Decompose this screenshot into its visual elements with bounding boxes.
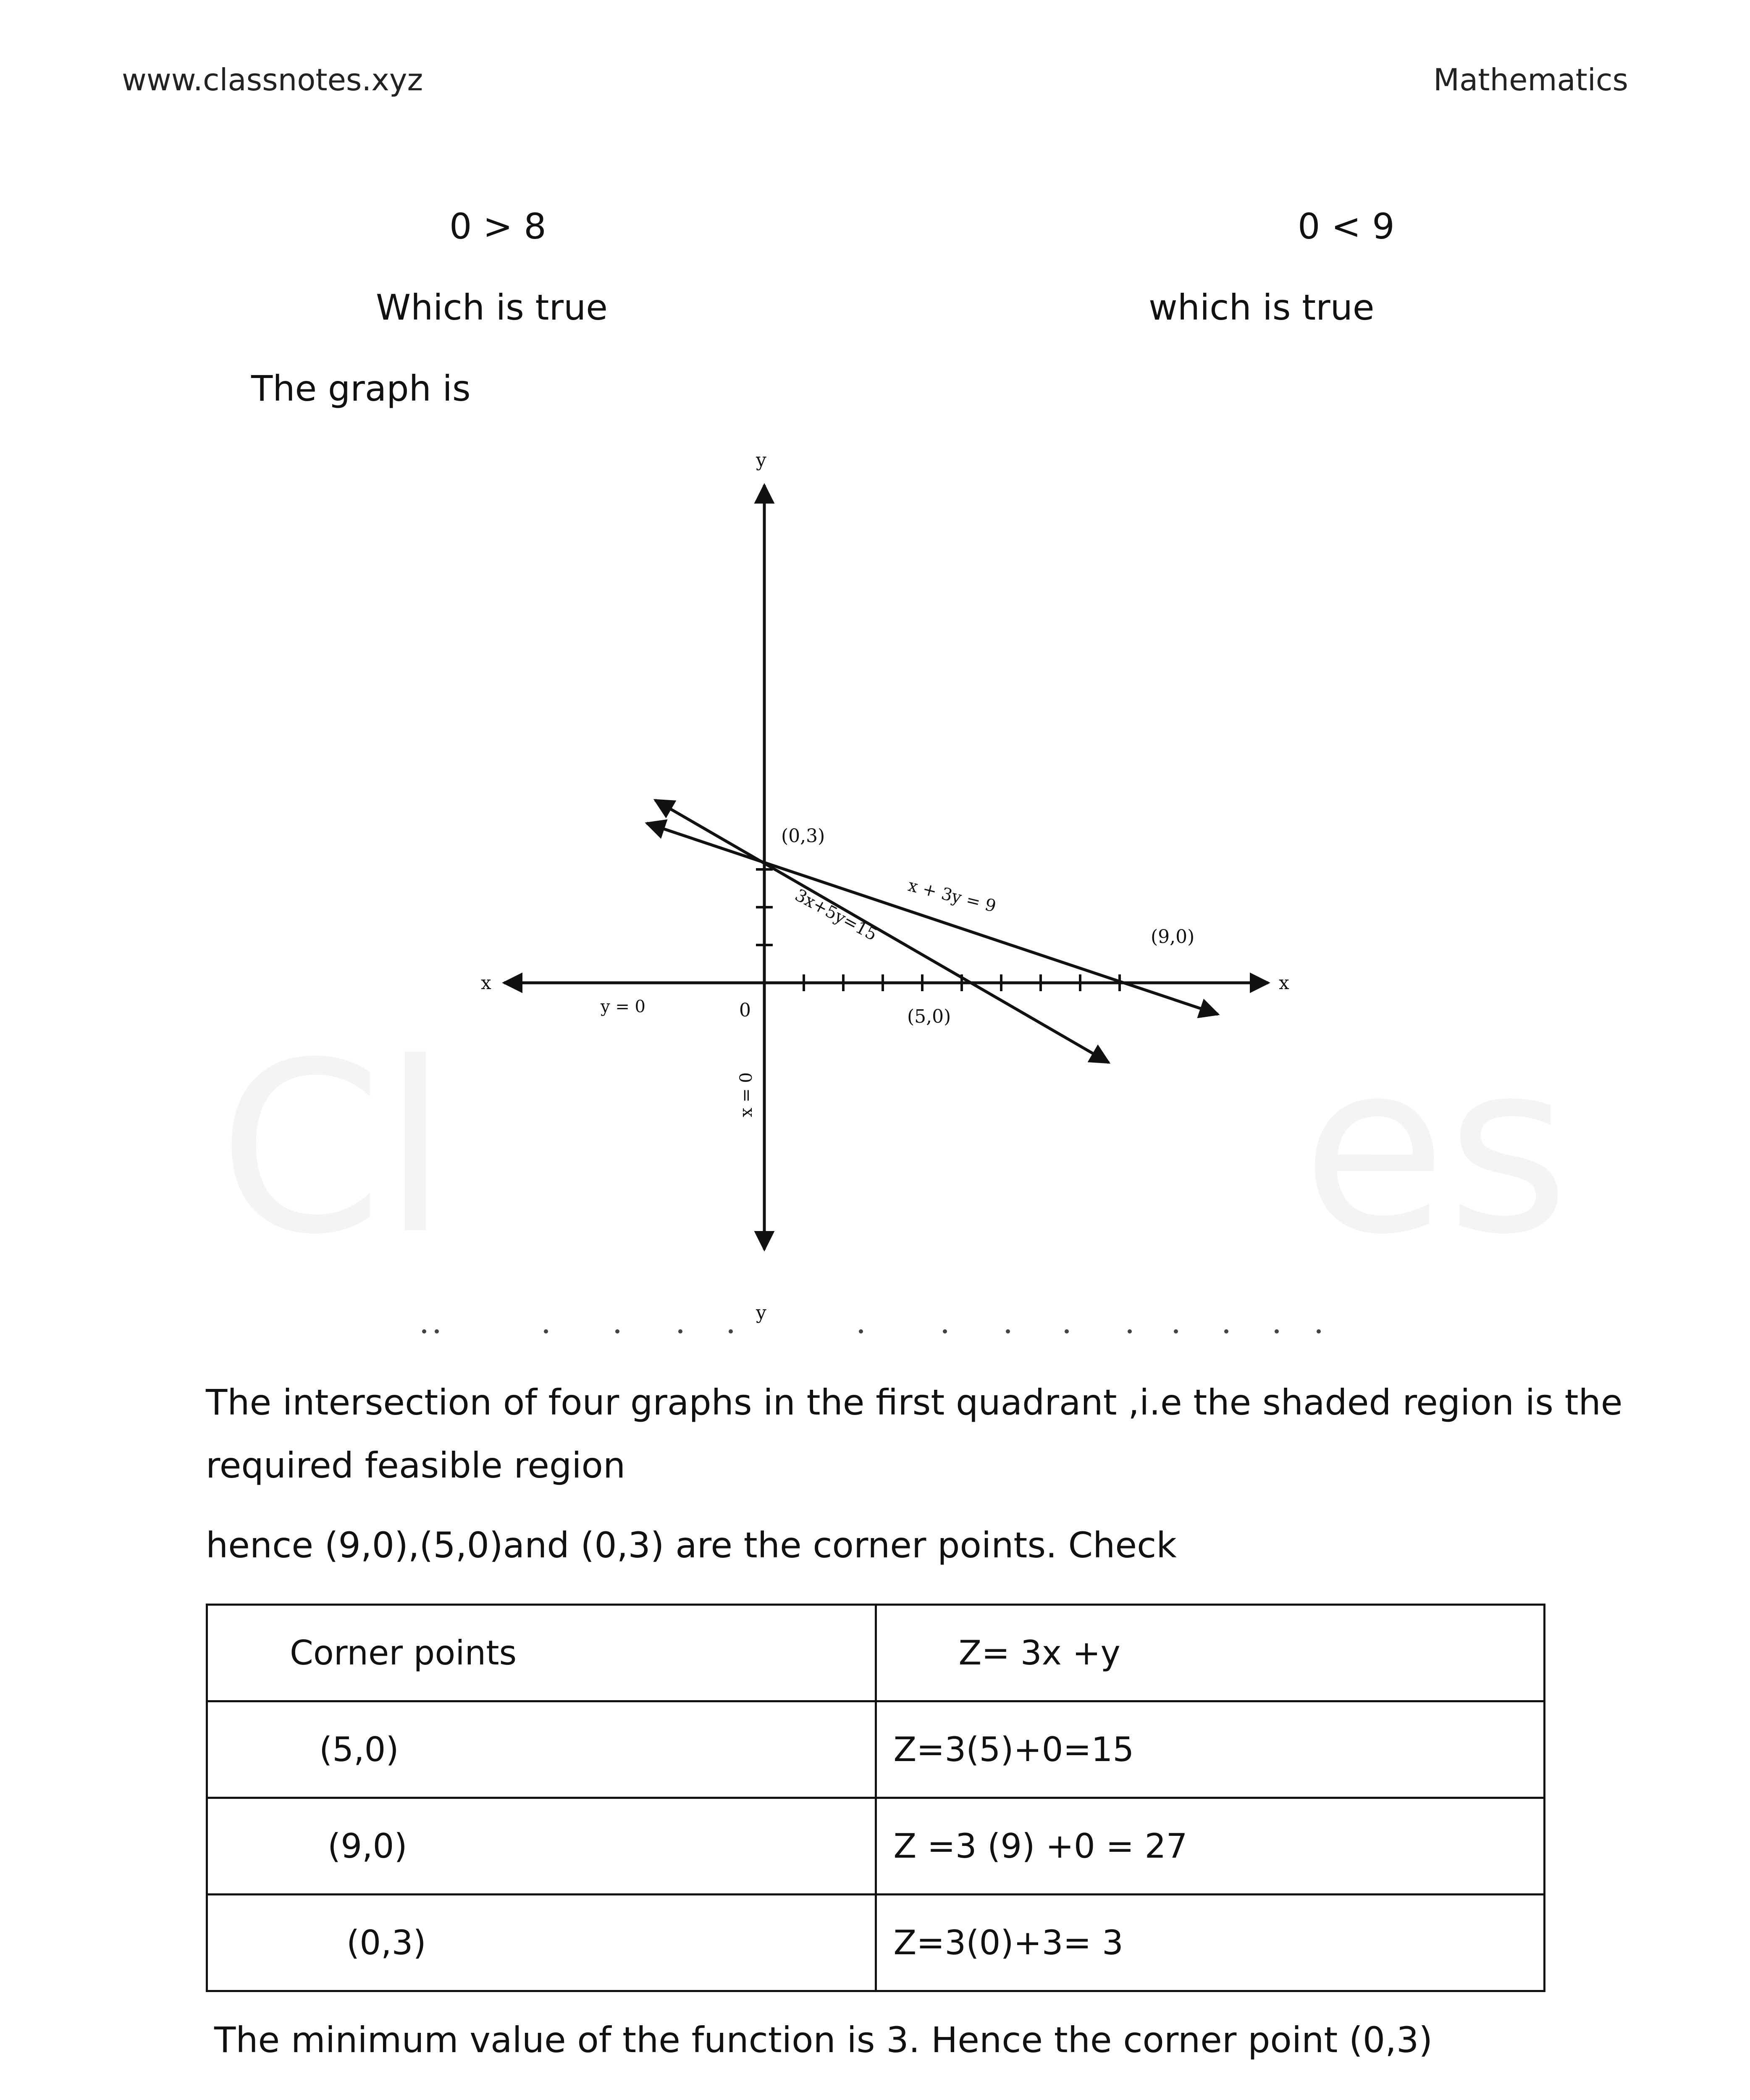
linear-programming-graph <box>462 437 1302 1340</box>
origin-label: 0 <box>739 1000 751 1021</box>
line-x-plus-3y-eq-9 <box>647 823 1218 1014</box>
watermark-right: es <box>1302 1012 1569 1286</box>
axis-eq-x0: x = 0 <box>737 1072 756 1117</box>
point-label-9-0: (9,0) <box>1151 926 1195 948</box>
graph-intro: The graph is <box>251 368 471 409</box>
watermark-left: Cl <box>218 1012 448 1286</box>
left-inequality: 0 > 8 <box>449 206 546 247</box>
site-url: www.classnotes.xyz <box>122 62 423 97</box>
line-3x-plus-5y-eq-15 <box>655 800 1109 1063</box>
corner-points-table <box>206 1604 1545 1992</box>
table-header-row <box>207 1605 1545 1701</box>
point-label-0-3: (0,3) <box>781 825 825 847</box>
table-cell: (5,0) <box>207 1701 876 1798</box>
table-row <box>207 1798 1545 1895</box>
subject-title: Mathematics <box>1433 62 1628 97</box>
scan-noise-dots <box>420 1323 1344 1340</box>
right-inequality: 0 < 9 <box>1298 206 1395 247</box>
axis-eq-y0: y = 0 <box>601 997 645 1016</box>
left-verdict: Which is true <box>376 287 608 328</box>
feasible-region-text-line2: required feasible region <box>206 1445 626 1486</box>
table-row <box>207 1701 1545 1798</box>
line-label-a: x + 3y = 9 <box>906 876 998 916</box>
y-axis-label-bottom: y <box>756 1302 766 1323</box>
table-cell: Z=3(0)+3= 3 <box>876 1895 1545 1991</box>
conclusion-text: The minimum value of the function is 3. Hence the corner point (0,3) <box>214 2019 1433 2061</box>
x-axis-label-right: x <box>1279 972 1289 994</box>
y-axis-label-top: y <box>756 449 766 471</box>
corner-points-text: hence (9,0),(5,0)and (0,3) are the corner points. Check <box>206 1525 1177 1566</box>
point-label-5-0: (5,0) <box>907 1006 951 1027</box>
table-header-cell: Corner points <box>207 1605 876 1701</box>
feasible-region-text-line1: The intersection of four graphs in the first quadrant ,i.e the shaded region is the <box>206 1382 1623 1423</box>
table-cell: (9,0) <box>207 1798 876 1895</box>
right-verdict: which is true <box>1149 287 1375 328</box>
table-header-cell: Z= 3x +y <box>876 1605 1545 1701</box>
line-label-b: 3x+5y=15 <box>792 885 880 945</box>
table-row <box>207 1895 1545 1991</box>
table-cell: (0,3) <box>207 1895 876 1991</box>
table-cell: Z =3 (9) +0 = 27 <box>876 1798 1545 1895</box>
table-cell: Z=3(5)+0=15 <box>876 1701 1545 1798</box>
x-axis-label-left: x <box>481 972 491 994</box>
